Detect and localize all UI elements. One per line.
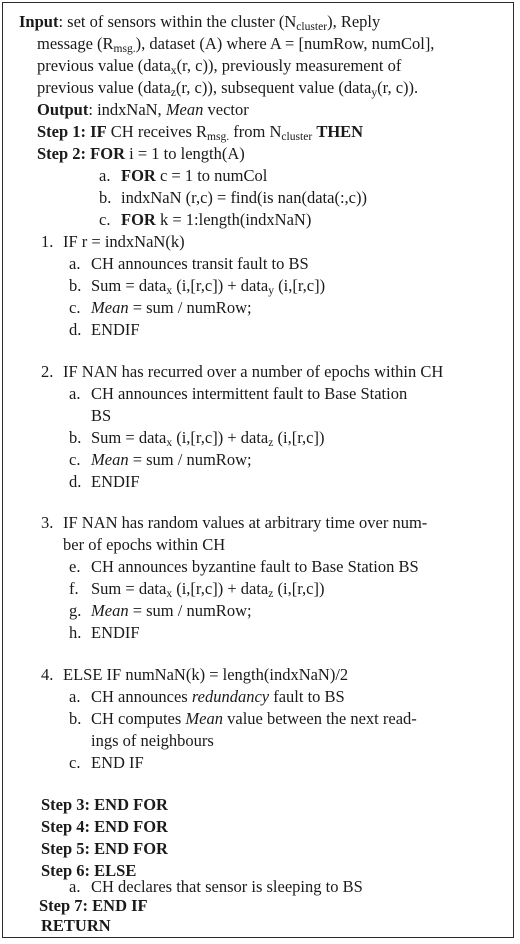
case-1-item-a: a. CH announces transit fault to BS (69, 254, 309, 273)
case-4-item-c: c. END IF (69, 753, 144, 772)
case-2-item-b: b. Sum = data$_x$ (i,[r,c]) + data$_z$ (i,[r,c]) (69, 428, 325, 449)
return-line: RETURN (41, 916, 111, 935)
case-1-item-d: d. ENDIF (69, 320, 140, 339)
case-3-item-g: g. Mean = sum / numRow; (69, 601, 252, 620)
case-2-item-a-cont: BS (91, 406, 112, 425)
case-1-item-c: c. Mean = sum / numRow; (69, 298, 252, 317)
step-7: Step 7: END IF (39, 896, 148, 915)
step-5: Step 5: END FOR (41, 839, 168, 858)
case-4-heading: 4. ELSE IF numNaN(k) = length(indxNaN)/2 (41, 665, 349, 684)
case-2-heading: 2. IF NAN has recurred over a number of epochs within CH (41, 362, 444, 381)
step-2: Step 2: FOR i = 1 to length(A) (37, 144, 245, 163)
case-4-item-a: a. CH announces redundancy fault to BS (69, 687, 345, 706)
case-2-item-a: a. CH announces intermittent fault to Base Station (69, 384, 408, 403)
step-4: Step 4: END FOR (41, 817, 168, 836)
sleep-item: a. CH declares that sensor is sleeping to BS (69, 877, 363, 896)
case-3-item-f: f. Sum = data$_x$ (i,[r,c]) + data$_z$ (i,[r,c]) (69, 579, 325, 600)
step-2-item-c: c. FOR k = 1:length(indxNaN) (99, 210, 312, 229)
algorithm-box (2, 2, 514, 938)
case-3-heading-cont: ber of epochs within CH (63, 535, 226, 554)
input-line-2: message $(R_{msg.})$, dataset (A) where A = [numRow, numCol], (37, 34, 435, 55)
input-line-4: previous value (data$_z$(r, c)), subsequent value (data$_y$(r, c)). (37, 78, 419, 99)
step-2-item-b: b. indxNaN (r,c) = find(is nan(data(:,c)) (99, 188, 367, 207)
step-1: Step 1: IF CH receives $R_{msg.}$ from $N_{cluster}$ THEN (37, 122, 364, 143)
case-4-item-b-cont: ings of neighbours (91, 731, 214, 750)
step-3: Step 3: END FOR (41, 795, 168, 814)
case-4-item-b: b. CH computes Mean value between the next read- (69, 709, 417, 728)
case-1-item-b: b. Sum = data$_x$ (i,[r,c]) + data$_y$ (i,[r,c]) (69, 276, 326, 297)
step-6: Step 6: ELSE (41, 861, 137, 880)
case-3-item-h: h. ENDIF (69, 623, 140, 642)
case-2-item-c: c. Mean = sum / numRow; (69, 450, 252, 469)
case-3-heading: 3. IF NAN has random values at arbitrary time over num- (41, 513, 428, 532)
case-2-item-d: d. ENDIF (69, 472, 140, 491)
input-line-3: previous value (data$_x$(r, c)), previously measurement of (37, 56, 402, 77)
case-1-heading: 1. IF r = indxNaN(k) (41, 232, 185, 251)
input-line-1: Input: set of sensors within the cluster $(N_{cluster})$, Reply (19, 12, 381, 33)
output-line: Output: indxNaN, Mean vector (37, 100, 249, 119)
step-2-item-a: a. FOR c = 1 to numCol (99, 166, 268, 185)
case-3-item-e: e. CH announces byzantine fault to Base Station BS (69, 557, 419, 576)
